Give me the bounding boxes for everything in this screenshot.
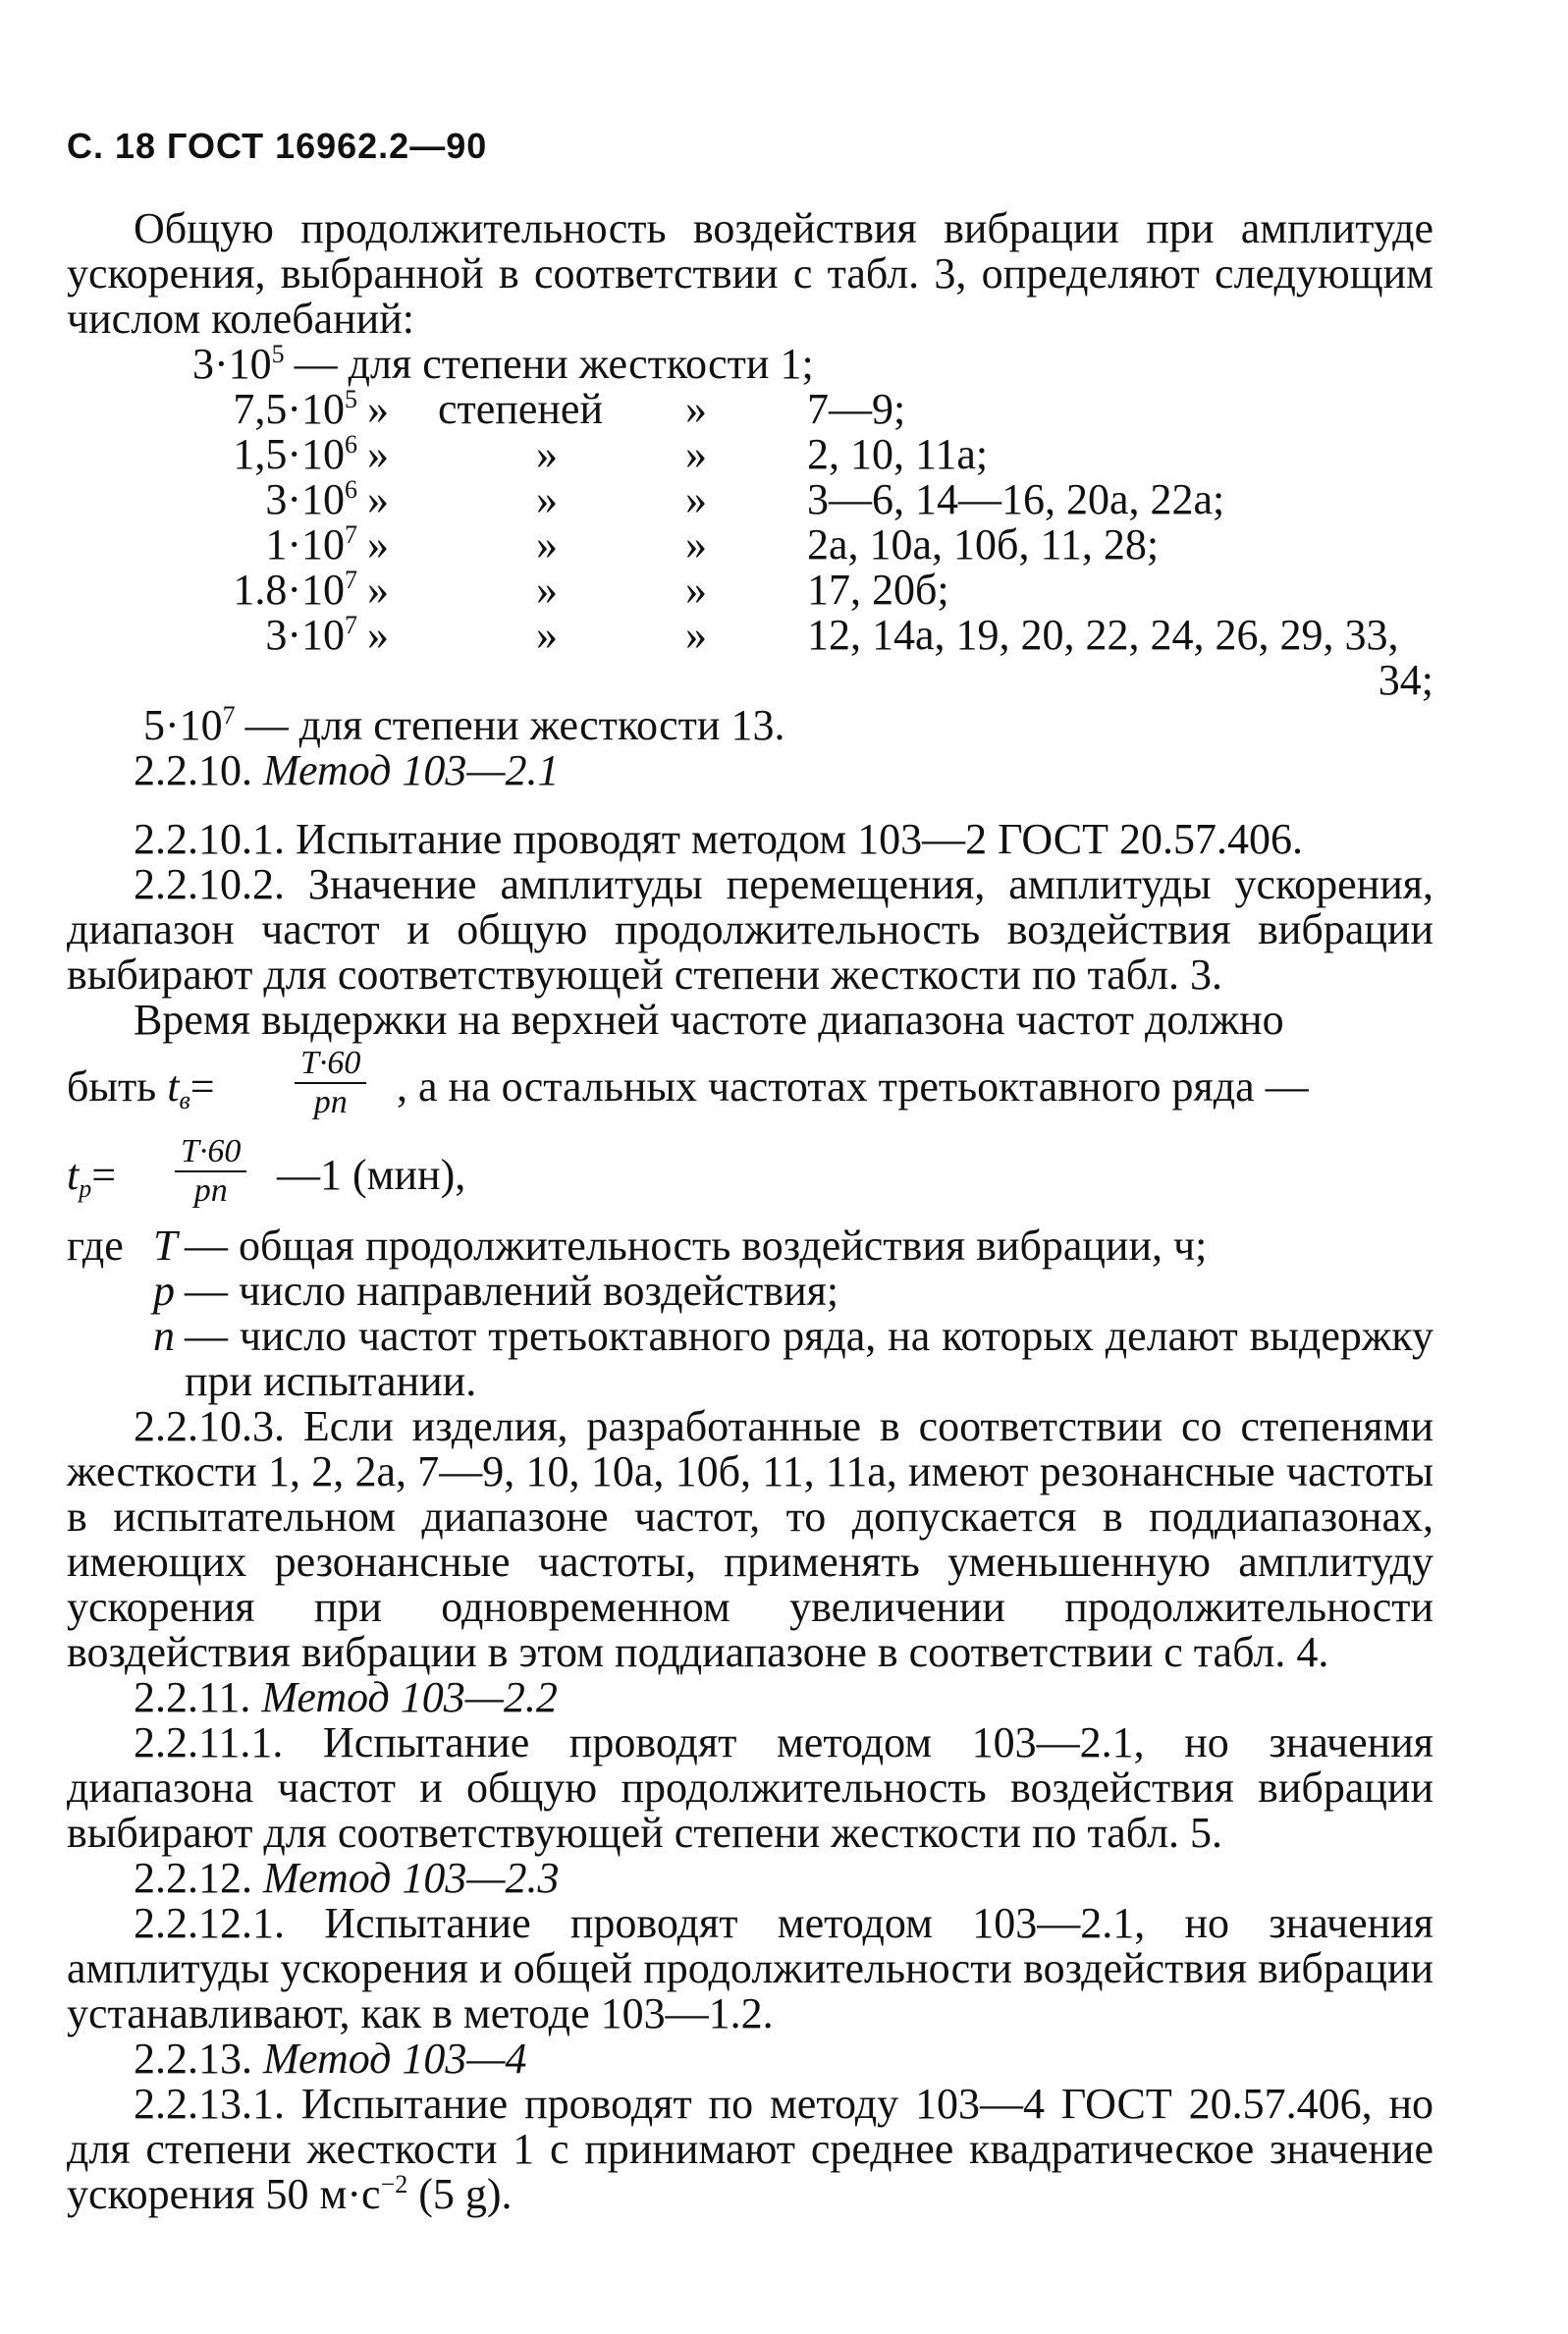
fraction-numerator: T·60 [295, 1045, 366, 1084]
section-number: 2.2.11. [134, 1673, 251, 1721]
fraction-denominator: pn [193, 1172, 228, 1209]
definition-text: — общая продолжительность воздействия вибрации, ч; [185, 1221, 1208, 1270]
cycles-table [67, 342, 1433, 817]
cycles-degrees: 2а, 10а, 10б, 11, 28; [807, 520, 1160, 569]
cycles-value: $1,5\cdot 10^6$ [233, 430, 357, 478]
cycles-row [67, 613, 1433, 658]
section-number: 2.2.13. [134, 2035, 252, 2083]
section-title: Метод 103—2.2 [261, 1673, 558, 1721]
section-heading-2-2-13 [67, 2036, 1433, 2082]
cycles-degrees: 7—9; [807, 385, 906, 433]
cycles-word: степеней [438, 385, 603, 433]
definition-text: — число частот третьоктавного ряда, на которых делают выдержку при испытании. [185, 1312, 1433, 1405]
ditto-mark: » [685, 611, 707, 659]
ditto-mark: » [536, 520, 558, 569]
definition-symbol: n [153, 1312, 175, 1360]
ditto-mark: » [685, 566, 707, 614]
cycles-value: $3\cdot 10^7$ [265, 611, 357, 659]
cycles-row [67, 387, 1433, 432]
cycles-degrees: 3—6, 14—16, 20а, 22а; [807, 475, 1225, 523]
ditto-mark: » [367, 430, 389, 478]
cycles-row [67, 568, 1433, 613]
cycles-degrees: 12, 14а, 19, 20, 22, 24, 26, 29, 33, [807, 611, 1399, 659]
section-number: 2.2.12. [134, 1854, 252, 1902]
paragraph-2-2-10-3: 2.2.10.3. Если изделия, разработанные в соответствии со степенями жесткости 1, 2, 2а, 7—9, 10, 10а, 10б, 11, 11а, имеют резонансные частоты в испытательном диапазоне частот, то допускается в поддиапазонах, имеющих резонансные частоты, применять уменьшенную амплитуду ускорения при одновременном увеличении продолжительности воздействия вибрации в этом поддиапазоне в соответствии с табл. 4. [67, 1402, 1433, 1676]
section-number: 2.2.10. [134, 746, 252, 794]
definition-row [67, 1269, 1433, 1314]
paragraph-2-2-10-2: 2.2.10.2. Значение амплитуды перемещения, амплитуды ускорения, диапазон частот и общую продолжительность воздействия вибрации выбирают для соответствующей степени жесткости по табл. 3. [67, 860, 1433, 999]
formula-equals: = [91, 1151, 117, 1199]
cycles-degrees: 2, 10, 11а; [807, 430, 989, 478]
paragraph-2-2-10-1: 2.2.10.1. Испытание проводят методом 103—2 ГОСТ 20.57.406. [134, 815, 1303, 863]
ditto-mark: » [367, 475, 389, 523]
cycles-text: — для степени жесткости 13. [244, 701, 785, 749]
cycles-row [67, 477, 1433, 522]
intro-paragraph: Общую продолжительность воздействия вибрации при амплитуде ускорения, выбранной в соответствии с табл. 3, определяют следующим числом колебаний: [67, 204, 1433, 343]
paragraph-2-2-13-1: 2.2.13.1. Испытание проводят по методу 103—4 ГОСТ 20.57.406, но для степени жесткости 1 с принимают среднее квадратическое значение ускорения 50 $м\cdot с^{-2}$ (5 g). [67, 2080, 1433, 2218]
ditto-mark: » [536, 475, 558, 523]
formula-equals: = [189, 1062, 215, 1111]
cycles-row-last [67, 703, 1433, 748]
ditto-mark: » [536, 430, 558, 478]
cycles-row [67, 432, 1433, 477]
definition-symbol: p [153, 1267, 175, 1315]
formula-fraction [175, 1133, 246, 1210]
cycles-value: $5\cdot 10^7$ [143, 701, 236, 749]
cycles-value: $1.8\cdot 10^7$ [233, 566, 357, 614]
cycles-row-first [67, 342, 1433, 387]
formula-suffix: —1 (мин), [277, 1151, 466, 1199]
section-title: Метод 103—2.1 [263, 746, 560, 794]
ditto-mark: » [685, 520, 707, 569]
cycles-row [67, 522, 1433, 568]
formula-variable: $t_р$ [67, 1151, 92, 1203]
definition-symbol: T [153, 1221, 178, 1270]
section-heading-2-2-11 [67, 1675, 1433, 1720]
ditto-mark: » [685, 475, 707, 523]
definition-row [67, 1314, 1433, 1404]
unit-exponent: −2 [380, 2170, 408, 2198]
ditto-mark: » [367, 611, 389, 659]
cycles-degrees: 17, 20б; [807, 566, 949, 614]
cycles-row-continuation [67, 658, 1433, 703]
paragraph-2-2-11-1: 2.2.11.1. Испытание проводят методом 103—2.1, но значения диапазона частот и общую продолжительность воздействия вибрации выбирают для соответствующей степени жесткости по табл. 5. [67, 1718, 1433, 1857]
ditto-mark: » [536, 566, 558, 614]
formula-fraction [295, 1045, 366, 1121]
ditto-mark: » [536, 611, 558, 659]
hold-time-paragraph: Время выдержки на верхней частоте диапазона частот должно [134, 996, 1284, 1044]
variable-definitions [67, 1223, 1433, 1404]
page-header: С. 18 ГОСТ 16962.2—90 [67, 126, 488, 166]
formula-suffix: , а на остальных частотах третьоктавного ряда — [397, 1062, 1309, 1111]
section-heading-2-2-12 [67, 1856, 1433, 1901]
ditto-mark: » [367, 520, 389, 569]
ditto-mark: » [367, 385, 389, 433]
definition-text: — число направлений воздействия; [185, 1267, 839, 1315]
formula-variable: $t_в$ [167, 1062, 190, 1114]
definition-row [67, 1223, 1433, 1269]
formula-other-frequencies [67, 1133, 1433, 1223]
cycles-value: $3\cdot 10^5$ [192, 340, 285, 388]
fraction-numerator: T·60 [175, 1133, 246, 1172]
section-title: Метод 103—4 [263, 2035, 527, 2083]
formula-prefix: быть [67, 1062, 157, 1111]
ditto-mark: » [367, 566, 389, 614]
where-lead: где [67, 1221, 124, 1270]
ditto-mark: » [685, 385, 707, 433]
cycles-degrees-cont: 34; [1378, 656, 1433, 704]
cycles-value: $7,5\cdot 10^5$ [233, 385, 357, 433]
cycles-value: $1\cdot 10^7$ [265, 520, 357, 569]
ditto-mark: » [685, 430, 707, 478]
paragraph-2-2-12-1: 2.2.12.1. Испытание проводят методом 103—2.1, но значения амплитуды ускорения и общей продолжительности воздействия вибрации устанавливают, как в методе 103—1.2. [67, 1899, 1433, 2037]
section-title: Метод 103—2.3 [263, 1854, 560, 1902]
cycles-value: $3\cdot 10^6$ [265, 475, 357, 523]
section-heading-2-2-10 [67, 748, 1433, 793]
fraction-denominator: pn [313, 1084, 348, 1120]
cycles-text: — для степени жесткости 1; [294, 340, 814, 388]
body-text [67, 206, 1433, 2217]
formula-upper-frequency [67, 1043, 1433, 1133]
